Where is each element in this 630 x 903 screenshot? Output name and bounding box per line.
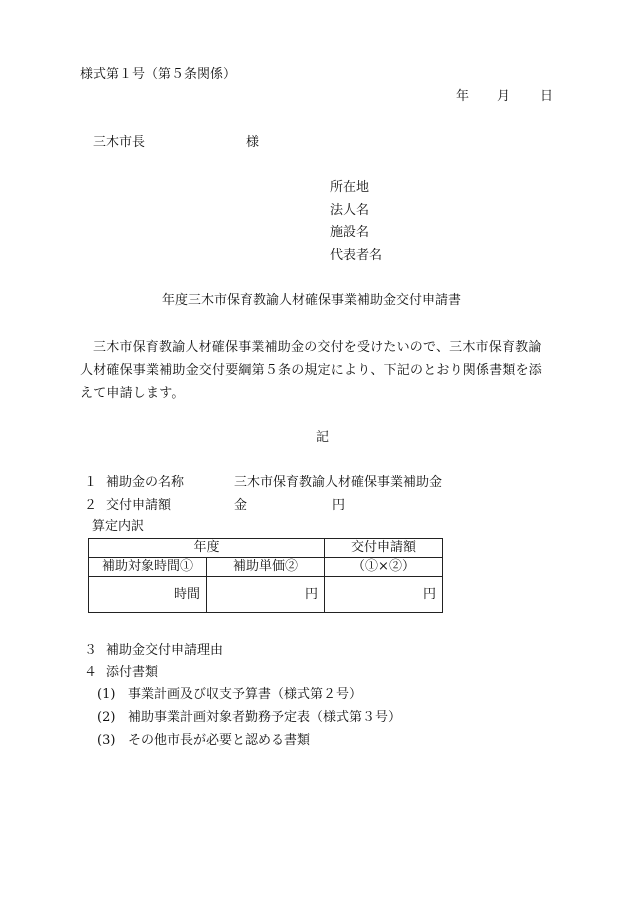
header-amount: 交付申請額 [325,539,443,558]
cell-unit-price: 円 [207,577,325,613]
body-line-2: 人材確保事業補助金交付要綱第５条の規定により、下記のとおり関係書類を添 [80,363,543,378]
item4-label: 添付書類 [106,665,159,680]
attachment-2-num: (2) [97,710,116,725]
ki-heading: 記 [316,430,330,445]
date-day: 日 [540,89,554,104]
attachment-3-num: (3) [97,733,116,748]
col-formula: （①×②） [325,558,443,577]
field-representative: 代表者名 [330,248,383,263]
attachment-2-text: 補助事業計画対象者勤務予定表（様式第３号） [128,710,402,725]
date-year: 年 [456,89,470,104]
calculation-table [88,538,443,613]
addressee-name: 三木市長 [93,135,146,150]
document-title: 年度三木市保育教諭人材確保事業補助金交付申請書 [162,293,462,308]
item2-label: 交付申請額 [106,498,172,513]
item3-num: ３ [84,643,98,658]
cell-hours: 時間 [89,577,207,613]
col-unit-price: 補助単価② [207,558,325,577]
field-address: 所在地 [330,180,370,195]
form-id: 様式第１号（第５条関係） [80,67,237,82]
body-line-3: えて申請します。 [80,386,185,401]
date-month: 月 [497,89,511,104]
body-paragraph [80,336,580,405]
item1-label: 補助金の名称 [106,475,185,490]
breakdown-label: 算定内訳 [92,519,145,534]
item2-num: ２ [84,498,98,513]
item4-num: ４ [84,665,98,680]
addressee-honorific: 様 [246,135,260,150]
item1-value: 三木市保育教諭人材確保事業補助金 [234,475,443,490]
field-corporation: 法人名 [330,203,370,218]
attachment-1-text: 事業計画及び収支予算書（様式第２号） [128,687,363,702]
col-hours: 補助対象時間① [89,558,207,577]
body-line-1: 三木市保育教諭人材確保事業補助金の交付を受けたいので、三木市保育教論 [93,340,542,355]
item3-label: 補助金交付申請理由 [106,643,224,658]
item2-value-unit: 円 [332,498,346,513]
header-year: 年度 [89,539,325,558]
item2-value-prefix: 金 [234,498,248,513]
field-facility: 施設名 [330,225,370,240]
item1-num: １ [84,475,98,490]
cell-amount: 円 [325,577,443,613]
attachment-1-num: (1) [97,687,116,702]
attachment-3-text: その他市長が必要と認める書類 [128,733,311,748]
